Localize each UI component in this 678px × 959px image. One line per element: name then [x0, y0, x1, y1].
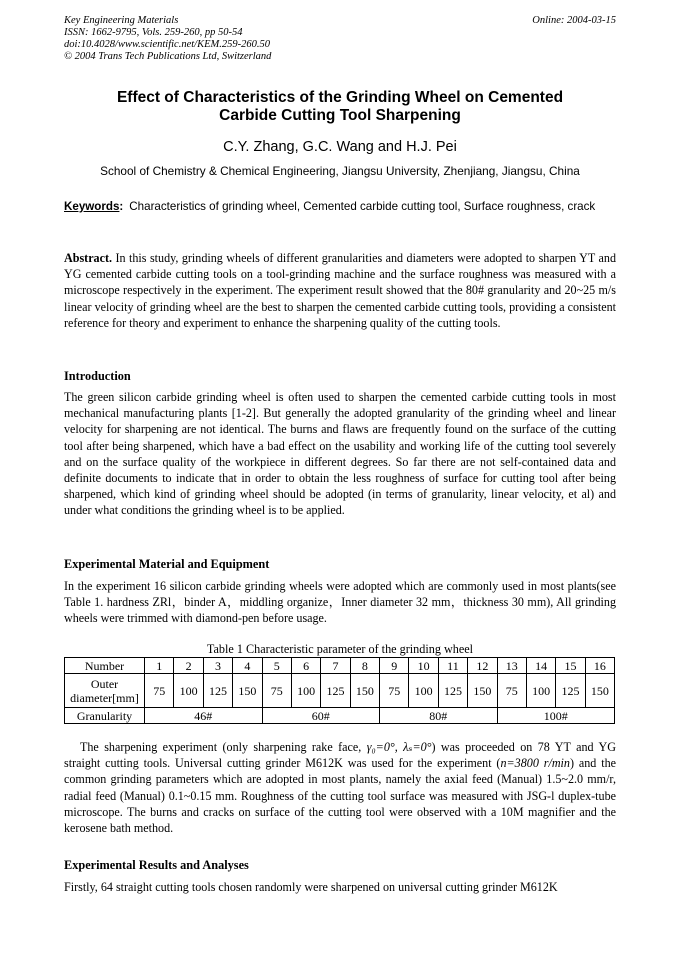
keywords-label: Keywords	[64, 200, 120, 213]
grinding-wheel-table	[64, 657, 615, 724]
table-cell-diameter: 150	[468, 674, 497, 708]
table-row	[65, 708, 615, 724]
sharpening-part-3: ) and the common grinding parameters which are adopted in most plants, namely the axial feed (Manual) 1.5~2.0 mm/r, radial feed (Manual) 0.1~0.15 mm. Roughness of the cutting tool surface was measured with JSG-l duplex-tube microscope. The burns and cracks on surface of the cutting tool were observed with a 10M magnifier and the kerosene bath method.	[64, 756, 617, 836]
introduction-text: The green silicon carbide grinding wheel is often used to sharpen the cemented carbide cutting tools in most mechanical manufacturing plants [1-2]. But generally the adopted granularity of the grinding wheel and linear velocity for sharpening are not identical. The burns and flaws are frequently found on the surface of the cutting tool after being sharpened, which have a bad effect on the usability and working life of the cutting tool severely and on the surface quality of the workpiece in different degrees. So far there are not self-contained data and definite documents to indicate that in order to obtain the less roughness of surface for cutting tool after being sharpened, which kind of grinding wheel should be adopted (in terms of granularity, linear velocity, et al) and under what conditions the grinding wheel is to be applied.	[64, 390, 616, 518]
journal-header	[64, 15, 616, 63]
keywords-colon: :	[119, 200, 124, 213]
title-line-1: Effect of Characteristics of the Grinding Wheel on Cemented	[116, 89, 564, 106]
table-cell-diameter: 125	[203, 674, 232, 708]
table-cell-number: 2	[174, 658, 203, 674]
affiliation: School of Chemistry & Chemical Engineering, Jiangsu University, Zhenjiang, Jiangsu, China	[100, 164, 580, 178]
results-text: Firstly, 64 straight cutting tools chosen randomly were sharpened on universal cutting grinder M612K	[64, 880, 558, 894]
table-cell-diameter: 75	[380, 674, 409, 708]
table-cell-number: 13	[497, 658, 526, 674]
table-caption: Table 1 Characteristic parameter of the grinding wheel	[206, 642, 474, 656]
keywords	[64, 199, 616, 214]
table-cell-diameter: 125	[556, 674, 585, 708]
table-cell-number: 11	[438, 658, 467, 674]
table-cell-diameter: 75	[262, 674, 291, 708]
table-cell-number: 12	[468, 658, 497, 674]
abstract	[64, 250, 616, 331]
table-cell-granularity: 46#	[145, 708, 263, 724]
materials-text: In the experiment 16 silicon carbide grinding wheels were adopted which are commonly used in most plants(see Table 1. hardness ZRl，binder A，middling organize，Inner diameter 32 mm，thickness 30 mm), All grinding wheels were trimmed with diamond-pen before usage.	[64, 579, 616, 626]
table-cell-diameter: 75	[145, 674, 174, 708]
table-cell-number: 8	[350, 658, 379, 674]
spindle-speed: n=3800 r/min	[500, 756, 570, 771]
issn-line: ISSN: 1662-9795, Vols. 259-260, pp 50-54	[64, 27, 243, 38]
table-cell-diameter: 150	[350, 674, 379, 708]
introduction-heading: Introduction	[64, 369, 131, 383]
table-cell-number: 16	[585, 658, 614, 674]
table-cell-diameter: 100	[526, 674, 555, 708]
abstract-label: Abstract.	[64, 251, 113, 265]
keywords-text: Characteristics of grinding wheel, Cemented carbide cutting tool, Surface roughness, crack	[129, 200, 596, 213]
table-cell-number: 9	[380, 658, 409, 674]
table-cell-number: 7	[321, 658, 350, 674]
table-cell-diameter: 150	[585, 674, 614, 708]
table-cell-diameter: 100	[291, 674, 320, 708]
online-date: Online: 2004-03-15	[532, 15, 616, 26]
table-cell-number: 6	[291, 658, 320, 674]
row-label-number: Number	[65, 658, 145, 674]
row-label-diameter: Outer diameter[mm]	[65, 674, 145, 708]
row-label-granularity: Granularity	[65, 708, 145, 724]
abstract-text: In this study, grinding wheels of different granularities and diameters were adopted to sharpen YT and YG cemented carbide cutting tools on a tool-grinding machine and the surface roughness was measured with a microscope respectively in the experiment. The experiment result showed that the 80# granularity and 20~25 m/s linear velocity of grinding wheel are the best to sharpen the cemented carbide cutting tools, providing a consistent reference for theory and experiment to enhance the sharpening quality of the cutting tools.	[64, 251, 616, 330]
table-cell-number: 10	[409, 658, 438, 674]
copyright-line: © 2004 Trans Tech Publications Ltd, Switzerland	[64, 51, 272, 62]
journal-name: Key Engineering Materials	[64, 15, 179, 26]
table-cell-number: 14	[526, 658, 555, 674]
table-cell-granularity: 100#	[497, 708, 615, 724]
table-cell-granularity: 60#	[262, 708, 380, 724]
table-cell-diameter: 150	[233, 674, 262, 708]
table-cell-diameter: 125	[438, 674, 467, 708]
table-cell-number: 1	[145, 658, 174, 674]
table-cell-diameter: 100	[174, 674, 203, 708]
table-cell-number: 5	[262, 658, 291, 674]
sharpening-part-1: The sharpening experiment (only sharpening rake face,	[80, 740, 367, 754]
table-cell-diameter: 75	[497, 674, 526, 708]
table-row	[65, 674, 615, 708]
title-line-2: Carbide Cutting Tool Sharpening	[219, 107, 461, 124]
results-heading: Experimental Results and Analyses	[64, 858, 249, 872]
authors: C.Y. Zhang, G.C. Wang and H.J. Pei	[223, 139, 457, 155]
table-cell-number: 4	[233, 658, 262, 674]
sharpening-text	[64, 739, 616, 836]
materials-heading: Experimental Material and Equipment	[64, 557, 270, 571]
table-cell-diameter: 100	[409, 674, 438, 708]
doi-line: doi:10.4028/www.scientific.net/KEM.259-260.50	[64, 39, 270, 50]
table-row	[65, 658, 615, 674]
table-cell-number: 3	[203, 658, 232, 674]
table-cell-diameter: 125	[321, 674, 350, 708]
angle-values: γ₀=0°, λₛ=0°	[366, 740, 432, 754]
table-cell-number: 15	[556, 658, 585, 674]
paper-title	[64, 89, 616, 125]
table-cell-granularity: 80#	[380, 708, 498, 724]
sharpening-part-2: ) was proceeded on 78 YT and YG straight cutting tools. Universal cutting grinder M612K was used for the experiment (	[64, 740, 617, 771]
